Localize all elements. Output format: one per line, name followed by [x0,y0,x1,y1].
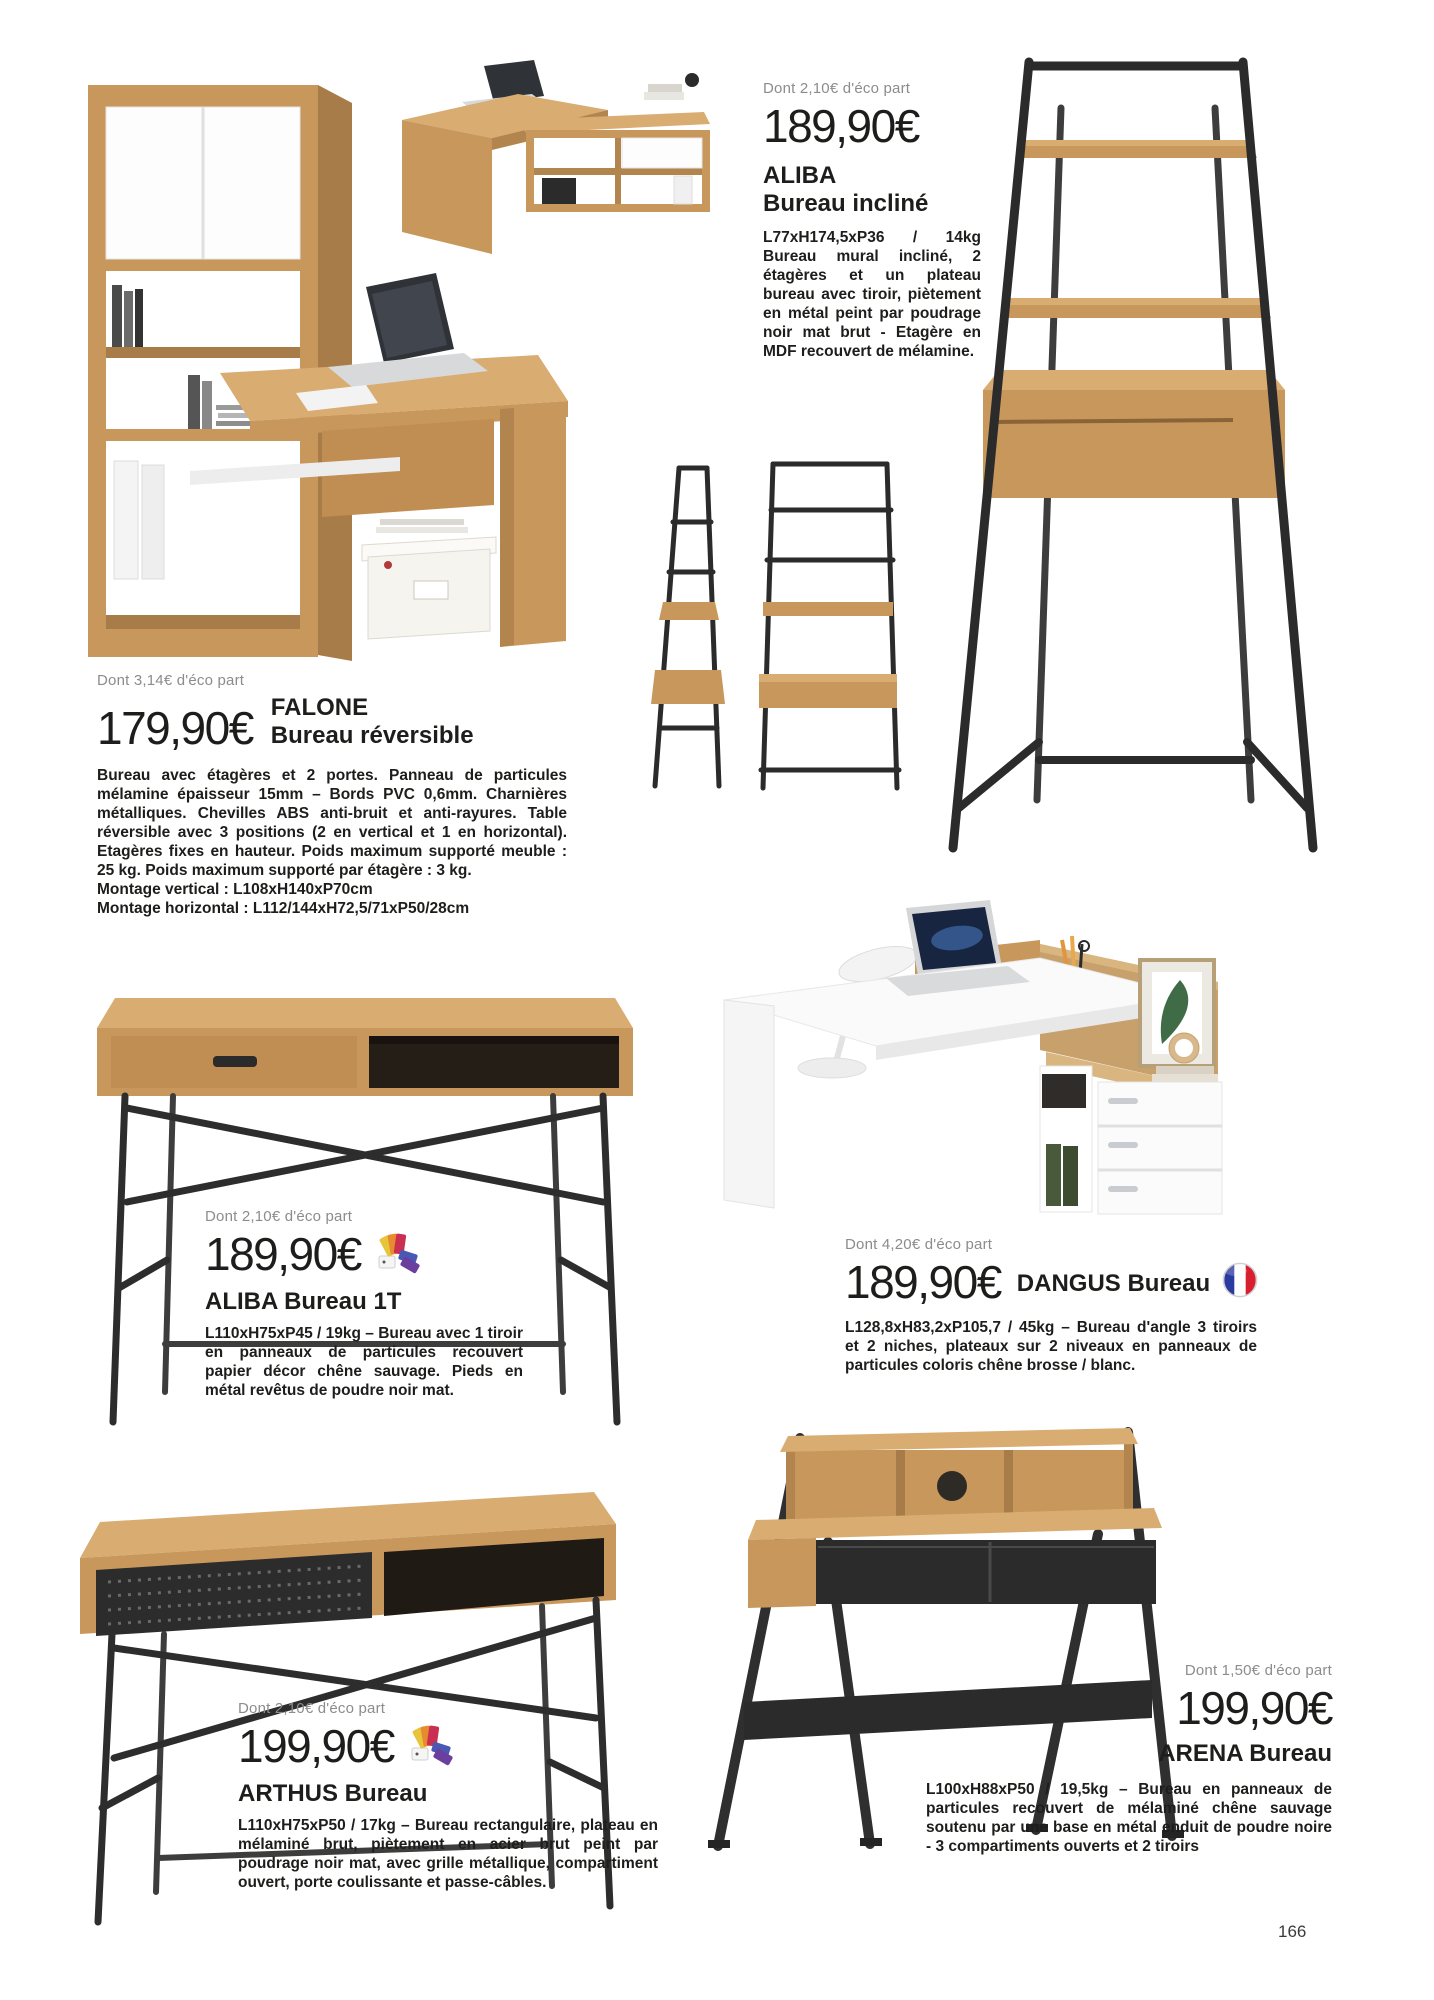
eco-tax-label: Dont 1,50€ d'éco part [1184,1662,1332,1679]
falone-alt-photo [392,58,717,298]
dangus-illustration [710,852,1235,1230]
product-name: ALIBA Bureau 1T [205,1288,402,1315]
product-name: DANGUS Bureau [1016,1270,1211,1297]
falone-alt-illustration [392,58,717,298]
aliba-incline-thumbnails [645,452,903,802]
product-description: L110xH75xP45 / 19kg – Bureau avec 1 tiroir en panneaux de particules recouvert papier décor chêne sauvage. Pieds en métal revêtus de poudre noir mat. [205,1325,523,1399]
page-number: 166 [1278,1922,1307,1941]
eco-tax-label: Dont 3,14€ d'éco part [97,672,245,689]
mount-vertical-line: Montage vertical : L108xH140xP70cm [97,881,373,898]
product-description: L128,8xH83,2xP105,7 / 45kg – Bureau d'angle 3 tiroirs et 2 niches, plateaux sur 2 niveaux en panneaux de particules coloris chêne brosse / blanc. [845,1319,1257,1374]
price: 189,90€ [763,100,919,152]
product-subtitle: Bureau incliné [763,190,929,217]
aliba-incline-thumbnails-illustration [645,452,903,802]
product-name: ARENA Bureau [1158,1740,1332,1767]
product-title-stack [271,694,474,752]
color-swatch-icon [408,1722,454,1768]
product-description: L77xH174,5xP36 / 14kg Bureau mural incliné, 2 étagères et un plateau bureau avec tiroir, piètement en métal peint par poudrage noir mat brut - Etagère en MDF recouvert de mélamine. [763,229,981,360]
product-block-dangus [845,1236,1257,1375]
eco-tax-label: Dont 2,10€ d'éco part [238,1700,386,1717]
price-row [205,1230,523,1278]
color-swatch-icon [375,1230,421,1276]
product-block-aliba-incline [763,80,981,361]
price-row [845,1258,1257,1306]
price: 179,90€ [97,702,253,754]
eco-tax-label: Dont 4,20€ d'éco part [845,1236,993,1253]
dangus-product-photo [710,852,1235,1230]
price: 189,90€ [205,1228,361,1280]
product-block-arena [900,1662,1332,1856]
aliba-incline-illustration [933,48,1331,873]
product-block-falone [97,672,567,918]
france-flag-icon [1222,1262,1258,1298]
product-description: L100xH88xP50 / 19,5kg – Bureau en panneaux de particules recouvert de mélaminé chêne sauvage soutenu par une base en métal enduit de poudre noire - 3 compartiments ouverts et 2 tiroirs [926,1781,1332,1855]
price: 189,90€ [845,1256,1001,1308]
product-description: Bureau avec étagères et 2 portes. Panneau de particules mélamine épaisseur 15mm – Bords PVC 0,6mm. Charnières métalliques. Chevilles ABS anti-bruit et anti-rayures. Table réversible avec 3 positions (2 en vertical et 1 en horizontal). Etagères fixes en hauteur. Poids maximum supporté meuble : 25 kg. Poids maximum supporté par étagère : 3 kg. [97,767,567,879]
mount-horizontal-line: Montage horizontal : L112/144xH72,5/71xP50/28cm [97,900,470,917]
product-description: L110xH75xP50 / 17kg – Bureau rectangulaire, plateau en mélaminé brut, piètement en acier brut peint par poudrage noir mat, avec grille métallique, compartiment ouvert, porte coulissante et passe-câbles. [238,1817,658,1891]
price: 199,90€ [238,1720,394,1772]
product-subtitle: Bureau réversible [270,722,474,749]
product-block-arthus [238,1700,658,1892]
eco-tax-label: Dont 2,10€ d'éco part [763,80,911,97]
product-name: ARTHUS Bureau [238,1780,428,1807]
product-name: FALONE [270,694,369,721]
price-row [97,694,567,752]
aliba-incline-product-photo [933,48,1331,873]
product-name: ALIBA [763,162,837,189]
price-row [238,1722,658,1770]
price: 199,90€ [1176,1682,1332,1734]
eco-tax-label: Dont 2,10€ d'éco part [205,1208,353,1225]
product-block-aliba-1t [205,1208,523,1400]
